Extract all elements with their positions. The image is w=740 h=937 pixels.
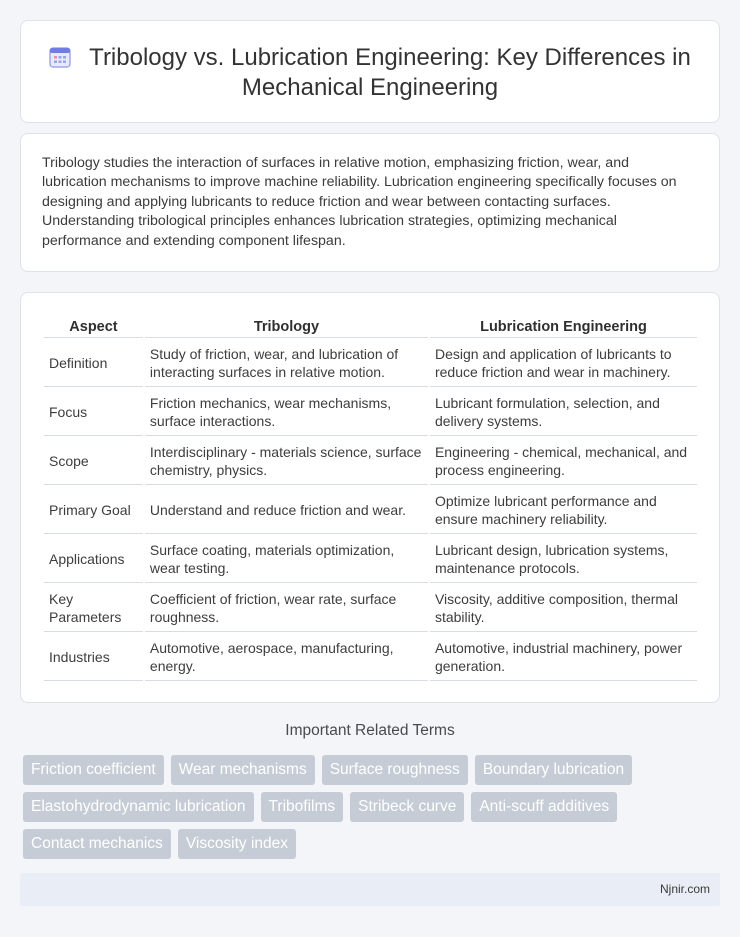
comparison-table [42, 314, 699, 681]
row-aspect: Focus [44, 387, 143, 436]
row-lubrication: Automotive, industrial machinery, power generation. [430, 632, 697, 681]
row-tribology: Surface coating, materials optimization, wear testing. [145, 534, 428, 583]
header-lubrication-engineering: Lubrication Engineering [430, 314, 697, 338]
related-terms-heading: Important Related Terms [285, 722, 455, 739]
row-aspect: Scope [44, 436, 143, 485]
related-term-tag[interactable]: Anti-scuff additives [471, 792, 617, 822]
related-term-tag[interactable]: Boundary lubrication [475, 755, 632, 785]
table-row [44, 436, 697, 485]
intro-card [20, 133, 720, 272]
row-lubrication: Design and application of lubricants to reduce friction and wear in machinery. [430, 338, 697, 387]
page-title: Tribology vs. Lubrication Engineering: Key Differences in Mechanical Engineering [89, 44, 691, 101]
related-term-tag[interactable]: Viscosity index [178, 829, 296, 859]
related-terms-list [23, 755, 703, 859]
table-row [44, 583, 697, 632]
row-aspect: Applications [44, 534, 143, 583]
footer-bar [20, 873, 720, 906]
related-term-tag[interactable]: Friction coefficient [23, 755, 164, 785]
row-aspect: Key Parameters [44, 583, 143, 632]
intro-paragraph: Tribology studies the interaction of surfaces in relative motion, emphasizing friction, wear, and lubrication mechanisms to improve machine reliability. Lubrication engineering specifically focuses on designing and applying lubricants to reduce friction and wear between contacting surfaces. Understanding tribological principles enhances lubrication strategies, optimizing mechanical performance and extending component lifespan. [42, 155, 677, 249]
calendar-icon [49, 46, 71, 68]
row-tribology: Automotive, aerospace, manufacturing, energy. [145, 632, 428, 681]
related-term-tag[interactable]: Contact mechanics [23, 829, 171, 859]
page-title-wrap [21, 43, 719, 103]
row-tribology: Understand and reduce friction and wear. [145, 485, 428, 534]
header-tribology: Tribology [145, 314, 428, 338]
related-term-tag[interactable]: Tribofilms [261, 792, 344, 822]
row-lubrication: Optimize lubricant performance and ensure machinery reliability. [430, 485, 697, 534]
footer-site-label[interactable]: Njnir.com [659, 882, 710, 896]
table-row [44, 387, 697, 436]
row-tribology: Friction mechanics, wear mechanisms, surface interactions. [145, 387, 428, 436]
related-term-tag[interactable]: Stribeck curve [350, 792, 464, 822]
row-tribology: Study of friction, wear, and lubrication of interacting surfaces in relative motion. [145, 338, 428, 387]
table-row [44, 485, 697, 534]
related-term-tag[interactable]: Elastohydrodynamic lubrication [23, 792, 254, 822]
table-header-row [44, 314, 697, 338]
row-aspect: Definition [44, 338, 143, 387]
table-row [44, 338, 697, 387]
title-card [20, 20, 720, 123]
comparison-card [20, 292, 720, 703]
header-aspect: Aspect [44, 314, 143, 338]
table-row [44, 534, 697, 583]
row-lubrication: Engineering - chemical, mechanical, and process engineering. [430, 436, 697, 485]
related-term-tag[interactable]: Wear mechanisms [171, 755, 315, 785]
row-tribology: Coefficient of friction, wear rate, surface roughness. [145, 583, 428, 632]
row-lubrication: Viscosity, additive composition, thermal stability. [430, 583, 697, 632]
row-aspect: Industries [44, 632, 143, 681]
related-term-tag[interactable]: Surface roughness [322, 755, 468, 785]
table-row [44, 632, 697, 681]
row-lubrication: Lubricant formulation, selection, and delivery systems. [430, 387, 697, 436]
row-tribology: Interdisciplinary - materials science, surface chemistry, physics. [145, 436, 428, 485]
row-aspect: Primary Goal [44, 485, 143, 534]
row-lubrication: Lubricant design, lubrication systems, maintenance protocols. [430, 534, 697, 583]
